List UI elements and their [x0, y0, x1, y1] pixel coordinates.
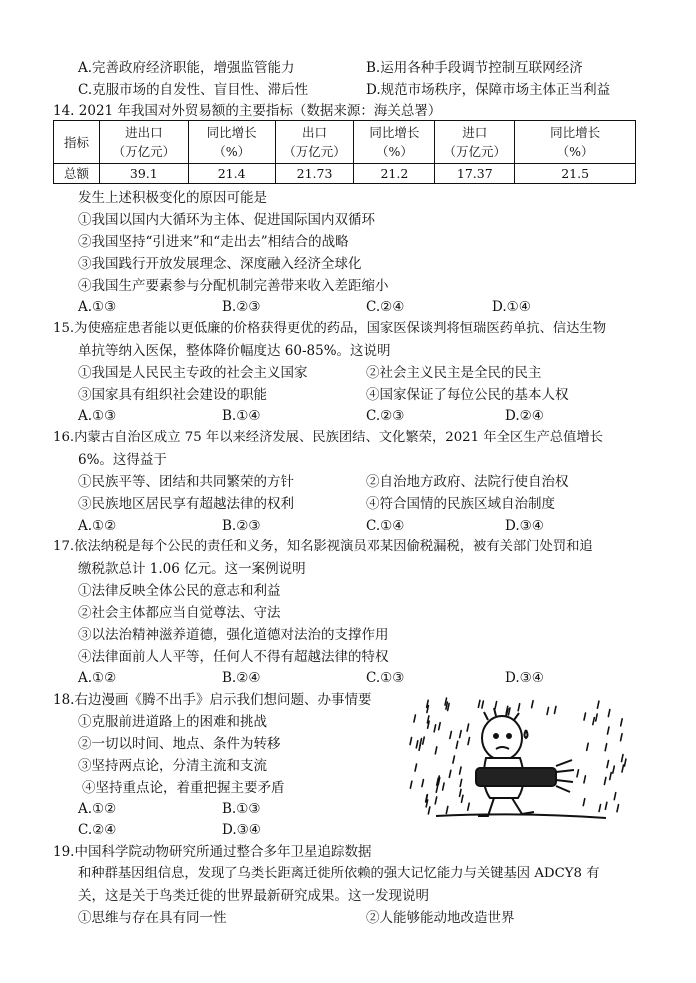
q18-stem: 18.右边漫画《腾不出手》启示我们想问题、办事情要 [53, 692, 372, 708]
q15-stem-cont: 单抗等纳入医保，整体降价幅度达 60-85%。这说明 [78, 343, 391, 359]
header-cell: 进出口 （万亿元） [99, 121, 188, 164]
q15-item-3: ③国家具有组织社会建设的职能 [78, 387, 267, 403]
q16-item-4: ④符合国情的民族区域自治制度 [366, 496, 555, 512]
q19-item-1: ①思维与存在具有同一性 [78, 910, 227, 926]
q18-item-1: ①克服前进道路上的困难和挑战 [78, 714, 267, 730]
q16-option-d: D.③④ [505, 518, 544, 534]
q15-item-2: ②社会主义民主是全民的民主 [366, 365, 542, 381]
q15-option-b: B.①④ [222, 408, 261, 424]
q17-item-1: ①法律反映全体公民的意志和利益 [78, 583, 281, 599]
table-row [54, 164, 636, 184]
q17-item-4: ④法律面前人人平等，任何人不得有超越法律的特权 [78, 649, 389, 665]
q17-item-3: ③以法治精神滋养道德，强化道德对法治的支撑作用 [78, 627, 389, 643]
q14-item-4: ④我国生产要素参与分配机制完善带来收入差距缩小 [78, 278, 389, 294]
table-cell: 21.2 [354, 164, 435, 184]
q14-option-a: A.①③ [78, 299, 117, 315]
q16-option-a: A.①② [78, 518, 117, 534]
q15-item-4: ④国家保证了每位公民的基本人权 [366, 387, 569, 403]
q18-option-c: C.②④ [78, 822, 117, 838]
q17-stem: 17.依法纳税是每个公民的责任和义务，知名影视演员邓某因偷税漏税，被有关部门处罚和追 [53, 539, 593, 554]
q13-option-c: C.克服市场的自发性、盲目性、滞后性 [78, 82, 309, 98]
q14-item-1: ①我国以国内大循环为主体、促进国际国内双循环 [78, 212, 375, 228]
q17-option-b: B.②④ [222, 670, 261, 686]
header-cell: 同比增长 （%） [515, 121, 636, 164]
table-header-row [54, 121, 636, 164]
q14-option-c: C.②④ [366, 299, 405, 315]
q19-stem-cont: 和种群基因组信息，发现了乌类长距离迁徙所依赖的强大记忆能力与关键基因 ADCY8 有 [78, 866, 600, 881]
q17-option-c: C.①③ [366, 670, 405, 686]
q16-item-2: ②自治地方政府、法院行使自治权 [366, 474, 569, 490]
q18-option-a: A.①② [78, 801, 117, 817]
header-cell: 出口 （万亿元） [275, 121, 354, 164]
q16-item-1: ①民族平等、团结和共同繁荣的方针 [78, 474, 294, 490]
q13-option-a: A.完善政府经济职能，增强监管能力 [78, 60, 295, 76]
table-cell: 39.1 [99, 164, 188, 184]
q17-option-d: D.③④ [505, 670, 544, 686]
q13-option-b: B.运用各种手段调节控制互联网经济 [366, 60, 583, 76]
q15-option-a: A.①③ [78, 408, 117, 424]
q15-option-d: D.②④ [505, 408, 544, 424]
header-cell: 进口 （万亿元） [435, 121, 515, 164]
table-cell: 21.4 [188, 164, 275, 184]
table-cell: 17.37 [435, 164, 515, 184]
q18-option-b: B.①③ [222, 801, 261, 817]
header-cell: 同比增长 （%） [188, 121, 275, 164]
q18-option-d: D.③④ [222, 822, 261, 838]
trade-table [53, 120, 636, 184]
cartoon-image [406, 694, 636, 826]
q16-option-b: B.②③ [222, 518, 261, 534]
q14-item-2: ②我国坚持“引进来”和“走出去”相结合的战略 [78, 234, 349, 250]
q17-option-a: A.①② [78, 670, 117, 686]
q13-option-d: D.规范市场秩序，保障市场主体正当利益 [366, 82, 611, 98]
q14-stem: 14. 2021 年我国对外贸易额的主要指标（数据来源：海关总署） [53, 103, 442, 119]
q14-item-3: ③我国践行开放发展理念、深度融入经济全球化 [78, 256, 362, 272]
header-cell: 指标 [54, 121, 100, 164]
q14-prompt: 发生上述积极变化的原因可能是 [78, 190, 267, 206]
q18-item-2: ②一切以时间、地点、条件为转移 [78, 736, 281, 752]
q19-stem-cont-2: 关，这是关于鸟类迁徙的世界最新研究成果。这一发现说明 [78, 888, 429, 904]
q15-option-c: C.②③ [366, 408, 405, 424]
q16-stem-cont: 6%。这得益于 [78, 452, 167, 468]
q14-option-d: D.①④ [492, 299, 531, 315]
q16-item-3: ③民族地区居民享有超越法律的权利 [78, 496, 294, 512]
q19-item-2: ②人能够能动地改造世界 [366, 910, 515, 926]
q15-stem: 15.为使癌症患者能以更低廉的价格获得更优的药品，国家医保谈判将恒瑞医药单抗、信达生物 [53, 321, 607, 336]
q18-item-4: ④坚持重点论，着重把握主要矛盾 [82, 780, 285, 796]
q16-option-c: C.①④ [366, 518, 405, 534]
q18-item-3: ③坚持两点论，分清主流和支流 [78, 758, 267, 774]
table-cell: 21.73 [275, 164, 354, 184]
header-cell: 同比增长 （%） [354, 121, 435, 164]
table-cell: 总额 [54, 164, 100, 184]
q15-item-1: ①我国是人民民主专政的社会主义国家 [78, 365, 308, 381]
q19-stem: 19.中国科学院动物研究所通过整合多年卫星追踪数据 [53, 844, 372, 860]
q16-stem: 16.内蒙古自治区成立 75 年以来经济发展、民族团结、文化繁荣，2021 年全区生产总值增长 [53, 430, 603, 445]
q17-item-2: ②社会主体都应当自觉尊法、守法 [78, 605, 281, 621]
table-cell: 21.5 [515, 164, 636, 184]
q17-stem-cont: 缴税款总计 1.06 亿元。这一案例说明 [78, 561, 306, 577]
q14-option-b: B.②③ [222, 299, 261, 315]
